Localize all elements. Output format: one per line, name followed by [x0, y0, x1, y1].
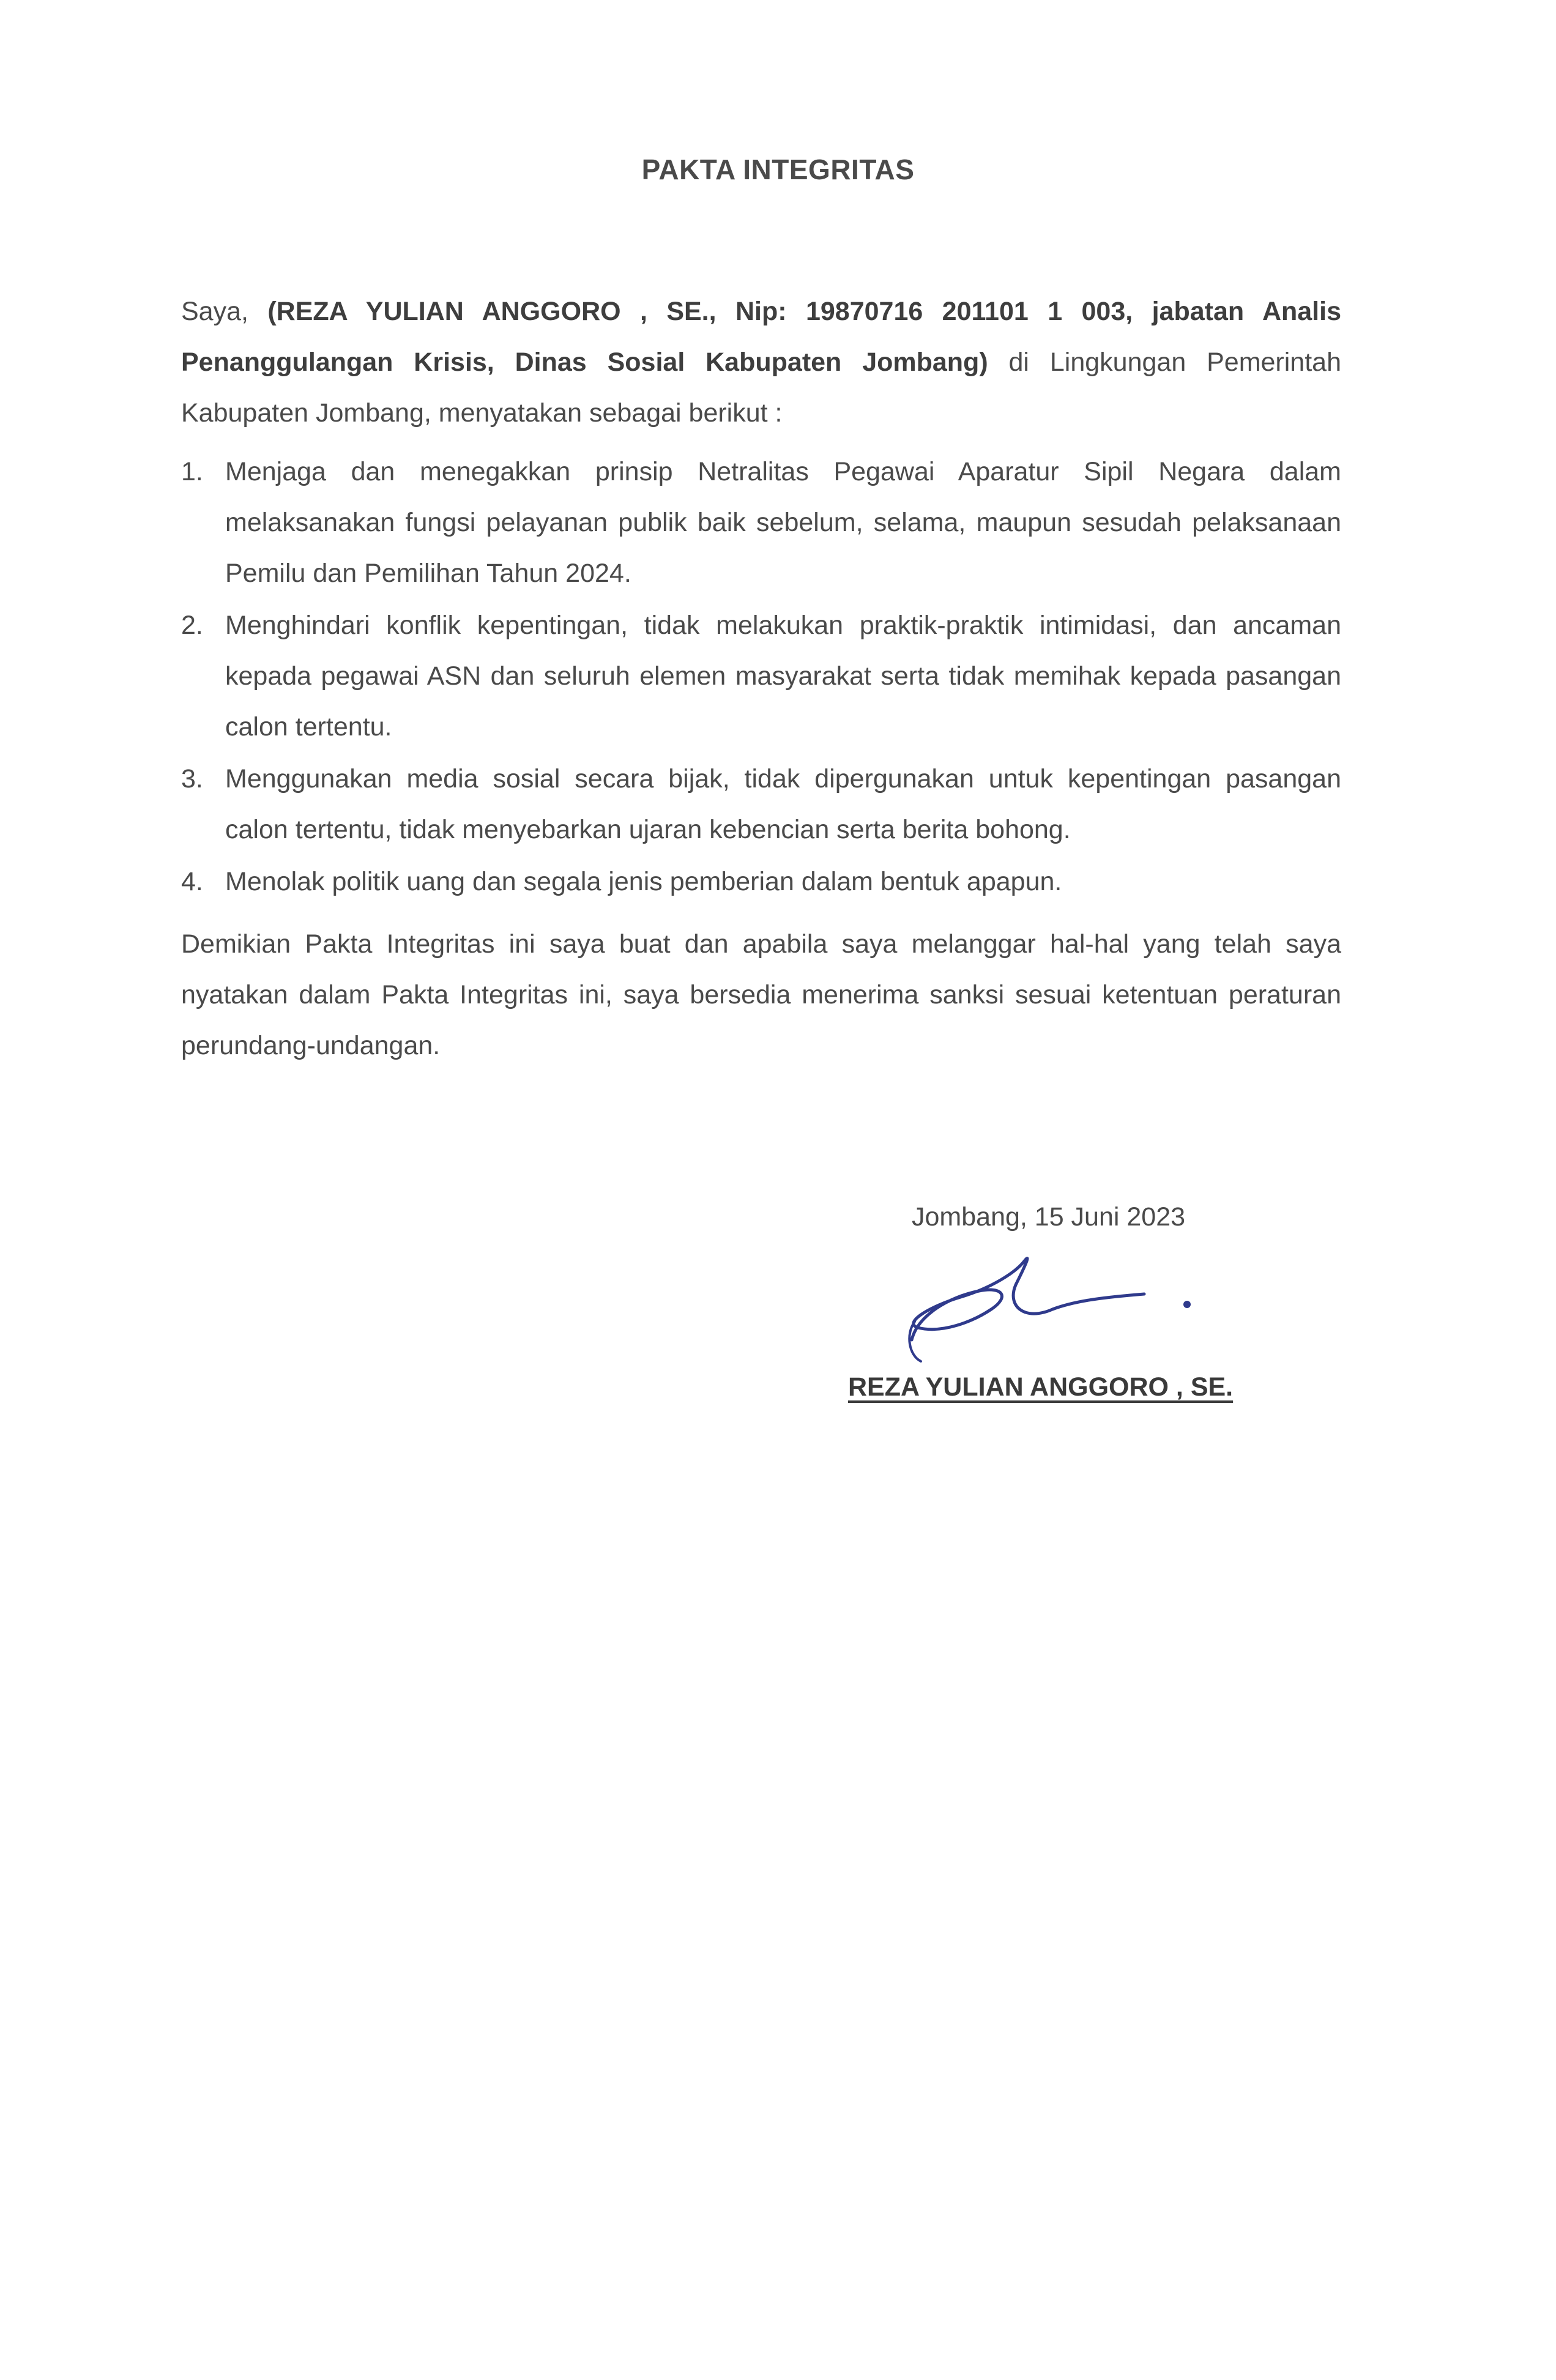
statement-text: Menjaga dan menegakkan prinsip Netralitas Pegawai Aparatur Sipil Negara dalam melaksanakan fungsi pelayanan publik baik sebelum, selama, maupun sesudah pelaksanaan Pemilu dan Pemilihan Tahun 2024.: [225, 457, 1341, 588]
place-date: Jombang, 15 Juni 2023: [912, 1202, 1186, 1232]
statement-text: Menggunakan media sosial secara bijak, tidak dipergunakan untuk kepentingan pasangan calon tertentu, tidak menyebarkan ujaran kebencian serta berita bohong.: [225, 764, 1341, 844]
intro-suffix: di Lingkungan Pemerintah Kabupaten Jombang, menyatakan sebagai berikut :: [181, 348, 1341, 428]
statement-item: [181, 857, 1341, 907]
signer-identity: (REZA YULIAN ANGGORO , SE., Nip: 19870716 201101 1 003, jabatan Analis Penanggulangan Krisis, Dinas Sosial Kabupaten Jombang): [181, 297, 1341, 377]
closing-paragraph: Demikian Pakta Integritas ini saya buat dan apabila saya melanggar hal-hal yang telah saya nyatakan dalam Pakta Integritas ini, saya bersedia menerima sanksi sesuai ketentuan peraturan perundang-undangan.: [181, 929, 1341, 1060]
intro-prefix: Saya,: [181, 297, 268, 326]
statement-item: [181, 754, 1341, 855]
statement-text: Menghindari konflik kepentingan, tidak melakukan praktik-praktik intimidasi, dan ancaman kepada pegawai ASN dan seluruh elemen masyarakat serta tidak memihak kepada pasangan calon tertentu.: [225, 611, 1341, 742]
signer-name: REZA YULIAN ANGGORO , SE.: [848, 1372, 1234, 1402]
intro-paragraph: [181, 286, 1341, 439]
statement-number: 3.: [181, 764, 203, 794]
statement-text: Menolak politik uang dan segala jenis pemberian dalam bentuk apapun.: [225, 867, 1062, 896]
signature-image: [893, 1248, 1236, 1370]
statement-number: 4.: [181, 867, 203, 896]
signature-stroke: [912, 1259, 1144, 1340]
statement-number: 2.: [181, 611, 203, 640]
signature-dot: [1183, 1301, 1191, 1308]
statement-number: 1.: [181, 457, 203, 486]
statement-item: [181, 447, 1341, 599]
statement-item: [181, 600, 1341, 753]
statement-list: [181, 447, 1341, 909]
document-title: PAKTA INTEGRITAS: [641, 154, 915, 185]
